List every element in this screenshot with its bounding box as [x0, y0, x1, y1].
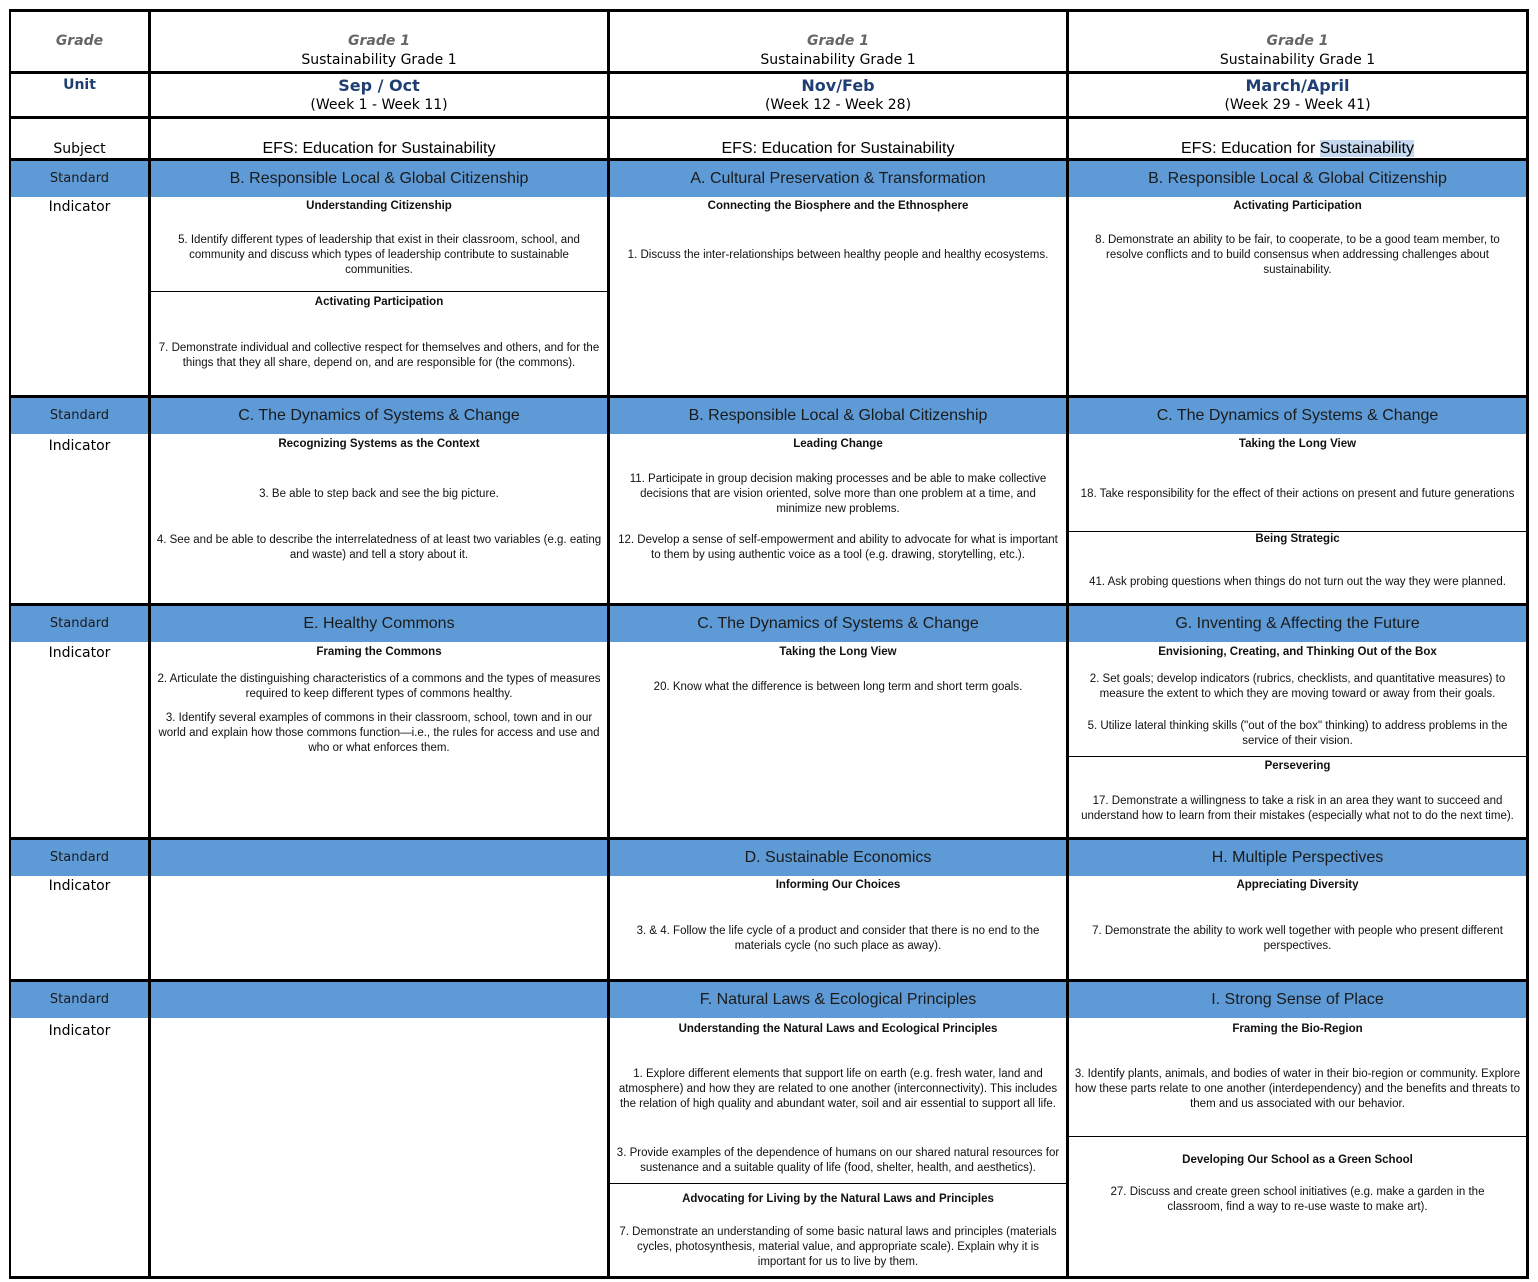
standard-title: C. The Dynamics of Systems & Change — [238, 407, 520, 424]
subject-text: EFS: Education for — [1180, 140, 1320, 157]
selected-text[interactable]: Sustainability — [1319, 140, 1414, 157]
standard-title: G. Inventing & Affecting the Future — [1175, 615, 1420, 632]
indicator-heading: Persevering — [1264, 760, 1331, 772]
indicator-heading: Advocating for Living by the Natural Laws and Principles — [682, 1193, 994, 1205]
indicator-heading: Framing the Bio-Region — [1232, 1023, 1363, 1035]
standard-title: C. The Dynamics of Systems & Change — [1156, 407, 1439, 424]
grid-line — [9, 116, 1529, 119]
grade-subtitle: Sustainability Grade 1 — [301, 52, 457, 68]
unit-header-col1 — [151, 76, 607, 113]
indicator-text: 3. & 4. Follow the life cycle of a product and consider that there is no end to the materials cycle (no such place as away). — [636, 925, 1040, 952]
grade-value: Grade 1 — [807, 33, 869, 49]
indicator-heading: Connecting the Biosphere and the Ethnosphere — [707, 200, 969, 212]
grade-header-col3 — [1069, 33, 1526, 68]
subject-col3 — [1069, 140, 1526, 158]
indicator-text: 27. Discuss and create green school initiatives (e.g. make a garden in the classroom, find a way to re-use waste to make art). — [1110, 1186, 1485, 1213]
grade-label: Grade — [55, 33, 104, 49]
cell-divider — [1069, 531, 1526, 532]
standard-title: H. Multiple Perspectives — [1211, 849, 1384, 866]
grid-line — [9, 1276, 1529, 1279]
indicator-text: 3. Identify several examples of commons in their classroom, school, town and in our world and explain how those commons function—i.e., the rules for access and use and who or what enforces them. — [158, 712, 600, 754]
indicator-heading: Recognizing Systems as the Context — [278, 438, 480, 450]
unit-months: March/April — [1245, 76, 1350, 95]
indicator-heading: Leading Change — [793, 438, 883, 450]
indicator-heading: Understanding Citizenship — [306, 200, 452, 212]
indicator-text: 7. Demonstrate an understanding of some basic natural laws and principles (materials cycles, photosynthesis, material value, and appropriate scale). Explain why it is important for us to live by them. — [619, 1226, 1057, 1268]
indicator-text: 1. Explore different elements that support life on earth (e.g. fresh water, land and atmosphere) and how they are related to one another (interconnectivity). This includes the relation of high quality and abundant water, soil and air essential to support all life. — [618, 1068, 1058, 1110]
grid-line — [9, 9, 1529, 12]
standard-label: Standard — [49, 992, 110, 1007]
indicator-heading: Activating Participation — [314, 296, 444, 308]
indicator-text: 3. Identify plants, animals, and bodies of water in their bio-region or community. Explore how these parts relate to one another (interdependency) and the benefits and threats to them and us associated with our behavior. — [1074, 1068, 1521, 1110]
indicator-text: 20. Know what the difference is between long term and short term goals. — [653, 681, 1023, 693]
indicator-text: 3. Provide examples of the dependence of humans on our shared natural resources for sustenance and a suitable quality of life (food, shelter, health, and aesthetics). — [616, 1147, 1060, 1174]
standard-label: Standard — [49, 171, 110, 186]
indicator-text: 1. Discuss the inter-relationships between healthy people and healthy ecosystems. — [627, 249, 1049, 261]
unit-months: Sep / Oct — [338, 76, 420, 95]
grid-line — [9, 71, 1529, 74]
indicator-heading: Being Strategic — [1255, 533, 1340, 545]
grade-subtitle: Sustainability Grade 1 — [1219, 52, 1376, 68]
indicator-text: 5. Identify different types of leadership that exist in their classroom, school, and community and discuss which types of leadership contribute to sustainable communities. — [178, 234, 580, 276]
cell-divider — [1069, 1136, 1526, 1137]
unit-label: Unit — [63, 77, 96, 93]
indicator-text: 17. Demonstrate a willingness to take a risk in an area they want to succeed and understand how to learn from their mistakes (especially what not to do the next time). — [1081, 795, 1514, 822]
standard-label: Standard — [49, 616, 110, 631]
indicator-text: 41. Ask probing questions when things do not turn out the way they were planned. — [1089, 576, 1506, 588]
standard-label: Standard — [49, 850, 110, 865]
indicator-text: 12. Develop a sense of self-empowerment and ability to advocate for what is important to them by using authentic voice as a tool (e.g. drawing, storytelling, etc.). — [618, 534, 1058, 561]
standard-label: Standard — [49, 408, 110, 423]
indicator-text: 2. Articulate the distinguishing characteristics of a commons and the types of measures required to keep different types of commons healthy. — [157, 673, 601, 700]
standard-title: E. Healthy Commons — [303, 615, 455, 632]
unit-weeks: (Week 1 - Week 11) — [310, 97, 448, 113]
indicator-heading: Informing Our Choices — [775, 879, 901, 891]
indicator-text: 8. Demonstrate an ability to be fair, to cooperate, to be a good team member, to resolve conflicts and to build consensus when addressing challenges about sustainability. — [1095, 234, 1500, 276]
indicator-text: 4. See and be able to describe the interrelatedness of at least two variables (e.g. eating and waste) and tell a story about it. — [156, 534, 602, 561]
indicator-heading: Activating Participation — [1233, 200, 1362, 212]
unit-weeks: (Week 29 - Week 41) — [1224, 97, 1371, 113]
standard-title: B. Responsible Local & Global Citizenship — [229, 170, 529, 187]
indicator-text: 2. Set goals; develop indicators (rubrics, checklists, and quantitative measures) to measure the extent to which they are moving toward or away from their goals. — [1089, 673, 1506, 700]
grade-header-col1 — [151, 33, 607, 68]
unit-header-col3 — [1069, 76, 1526, 113]
unit-header-col2 — [610, 76, 1066, 113]
indicator-text: 7. Demonstrate individual and collective respect for themselves and others, and for the things that they all share, depend on, and are responsible for (the commons). — [158, 342, 600, 369]
indicator-text: 11. Participate in group decision making processes and be able to make collective decisions that are vision oriented, solve more than one problem at a time, and minimize new problems. — [629, 473, 1047, 515]
standard-title: I. Strong Sense of Place — [1211, 991, 1384, 1008]
unit-weeks: (Week 12 - Week 28) — [764, 97, 912, 113]
grade-value: Grade 1 — [348, 33, 410, 49]
indicator-label: Indicator — [48, 199, 111, 215]
indicator-heading: Developing Our School as a Green School — [1182, 1154, 1413, 1166]
indicator-label: Indicator — [48, 645, 111, 661]
standard-title: D. Sustainable Economics — [744, 849, 932, 866]
indicator-text: 7. Demonstrate the ability to work well together with people who present different perspectives. — [1092, 925, 1503, 952]
indicator-text: 5. Utilize lateral thinking skills ("out of the box" thinking) to address problems in the service of their vision. — [1087, 720, 1508, 747]
indicator-label: Indicator — [48, 878, 111, 894]
grade-subtitle: Sustainability Grade 1 — [760, 52, 916, 68]
subject-col2: EFS: Education for Sustainability — [721, 140, 955, 157]
indicator-heading: Taking the Long View — [779, 646, 897, 658]
standard-title: B. Responsible Local & Global Citizenship — [1148, 170, 1447, 187]
indicator-text: 18. Take responsibility for the effect of their actions on present and future generations — [1080, 488, 1515, 500]
grade-header-col2 — [610, 33, 1066, 68]
cell-divider — [1069, 756, 1526, 757]
grid-line — [1526, 9, 1529, 1279]
standard-title: C. The Dynamics of Systems & Change — [697, 615, 979, 632]
indicator-heading: Appreciating Diversity — [1236, 879, 1359, 891]
cell-divider — [610, 1183, 1066, 1184]
standard-title: B. Responsible Local & Global Citizenship — [688, 407, 988, 424]
cell-divider — [150, 291, 607, 292]
grade-value: Grade 1 — [1266, 33, 1329, 49]
indicator-heading: Envisioning, Creating, and Thinking Out of the Box — [1158, 646, 1437, 658]
standard-title: A. Cultural Preservation & Transformation — [690, 170, 986, 187]
indicator-label: Indicator — [48, 438, 111, 454]
indicator-label: Indicator — [48, 1023, 111, 1039]
subject-label: Subject — [53, 141, 106, 157]
indicator-heading: Understanding the Natural Laws and Ecological Principles — [678, 1023, 998, 1035]
indicator-heading: Framing the Commons — [316, 646, 442, 658]
indicator-heading: Taking the Long View — [1238, 438, 1357, 450]
unit-months: Nov/Feb — [801, 76, 875, 95]
indicator-text: 3. Be able to step back and see the big picture. — [259, 488, 499, 500]
standard-title: F. Natural Laws & Ecological Principles — [699, 991, 977, 1008]
subject-col1: EFS: Education for Sustainability — [262, 140, 496, 157]
